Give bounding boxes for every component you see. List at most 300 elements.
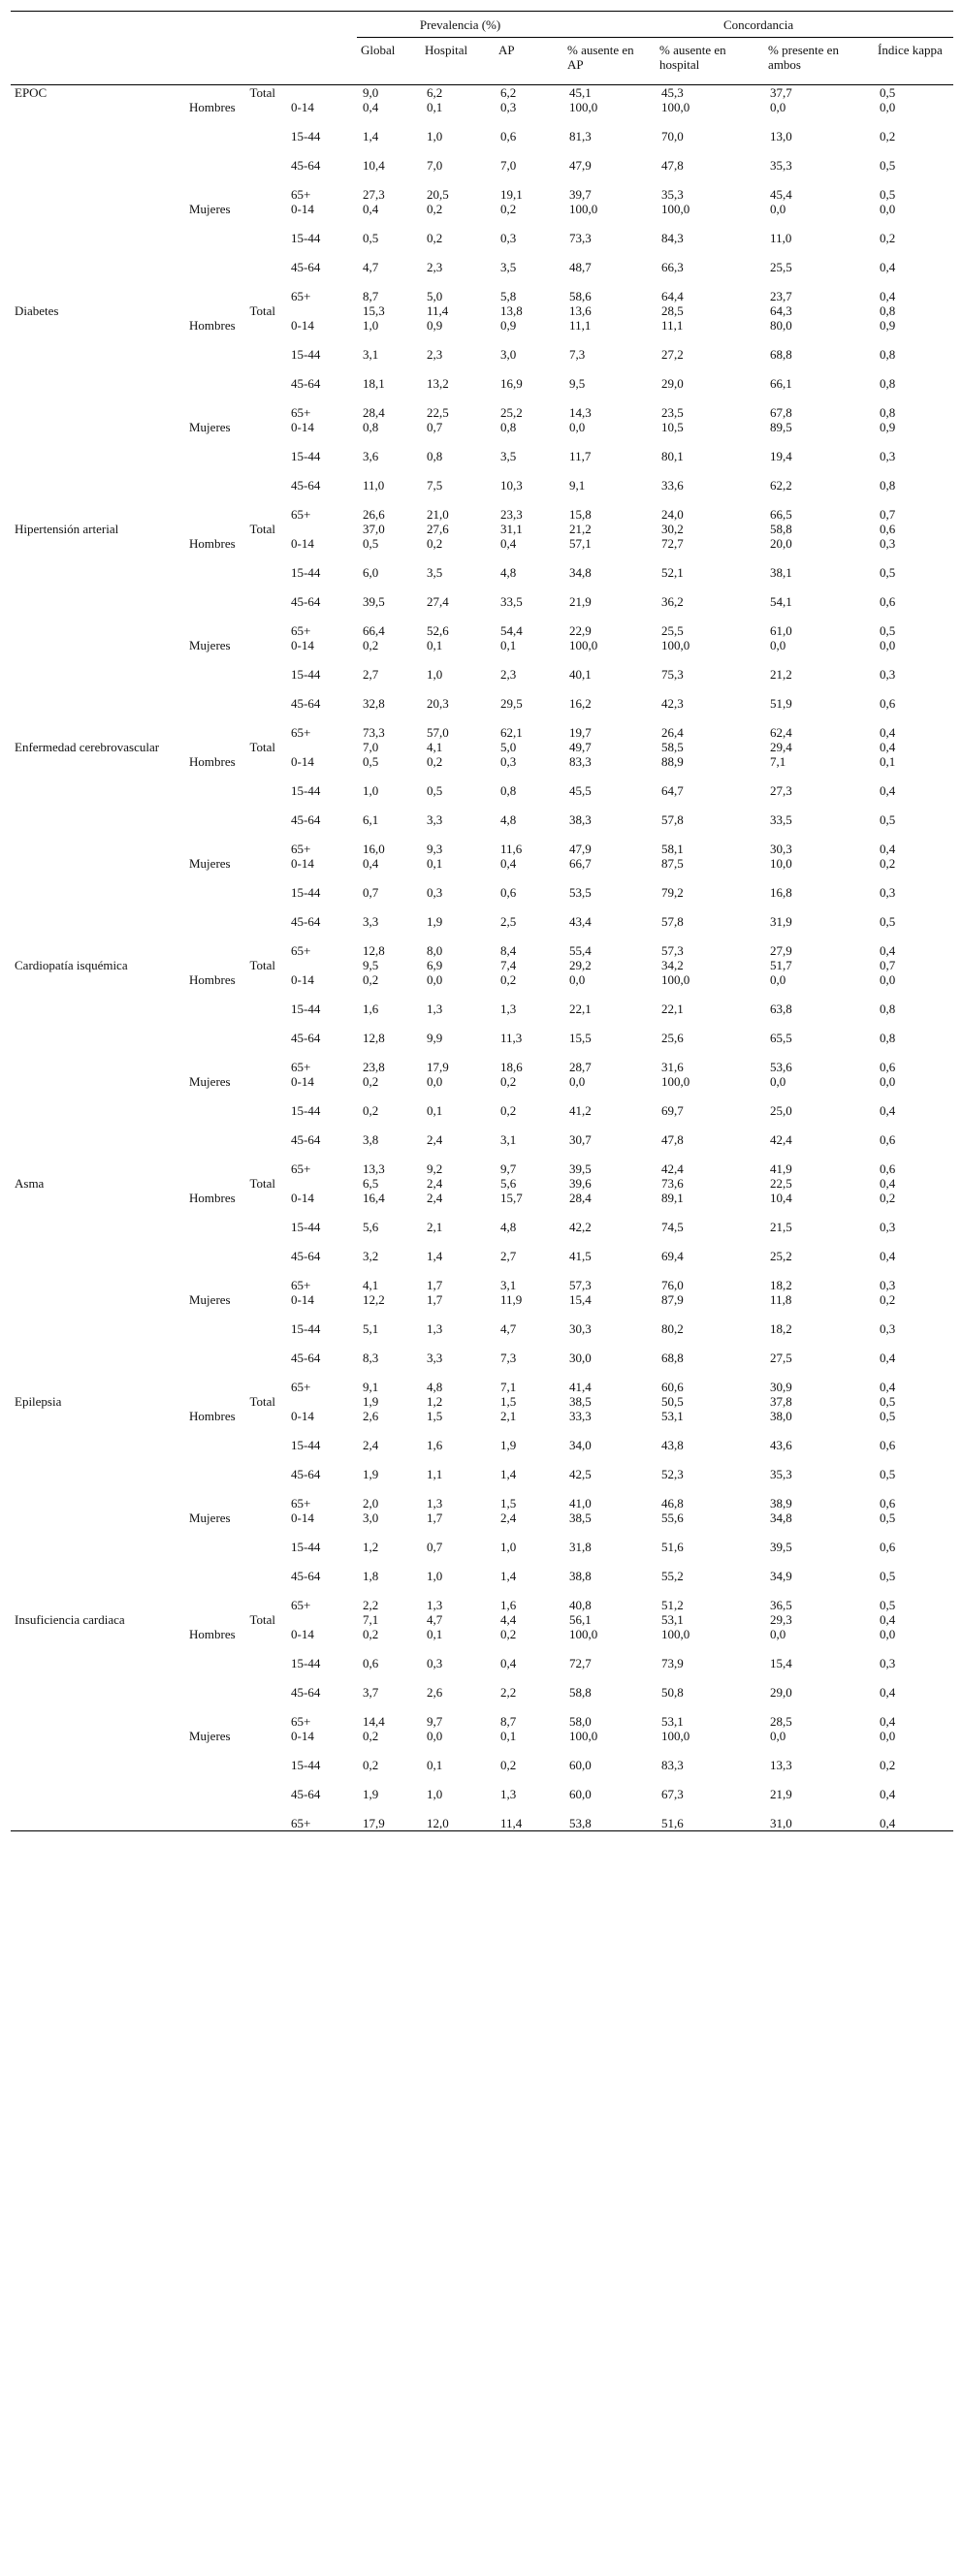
value-cell: 20,0 (770, 536, 792, 551)
age-group: 45-64 (291, 1351, 321, 1365)
value-cell: 43,6 (770, 1438, 792, 1452)
value-cell: 23,7 (770, 289, 792, 303)
sex-label: Mujeres (189, 1729, 231, 1743)
value-cell: 7,1 (770, 754, 786, 769)
value-cell: 52,3 (661, 1467, 684, 1481)
value-cell: 0,9 (880, 318, 896, 333)
value-cell: 30,3 (770, 842, 792, 856)
value-cell: 54,1 (770, 594, 792, 609)
age-group: 0-14 (291, 318, 314, 333)
value-cell: 33,5 (500, 594, 523, 609)
value-cell: 0,0 (770, 1729, 786, 1743)
value-cell: 1,2 (427, 1394, 443, 1409)
value-cell: 0,2 (427, 754, 443, 769)
value-cell: 23,3 (500, 507, 523, 522)
value-cell: 0,6 (880, 1161, 896, 1176)
value-cell: 3,6 (363, 449, 379, 463)
value-cell: 0,2 (427, 536, 443, 551)
value-cell: 36,5 (770, 1598, 792, 1612)
value-cell: 0,0 (569, 972, 586, 987)
value-cell: 9,3 (427, 842, 443, 856)
value-cell: 3,5 (500, 260, 517, 274)
value-cell: 56,1 (569, 1612, 592, 1627)
value-cell: 35,3 (770, 1467, 792, 1481)
value-cell: 0,8 (500, 420, 517, 434)
value-cell: 15,7 (500, 1191, 523, 1205)
age-group: 45-64 (291, 478, 321, 493)
value-cell: 80,1 (661, 449, 684, 463)
value-cell: 25,5 (770, 260, 792, 274)
value-cell: 1,2 (363, 1540, 379, 1554)
value-cell: 47,8 (661, 1132, 684, 1147)
value-cell: 100,0 (569, 1729, 598, 1743)
value-cell: 29,0 (770, 1685, 792, 1700)
value-cell: 0,7 (427, 420, 443, 434)
value-cell: 68,8 (770, 347, 792, 362)
value-cell: 0,9 (427, 318, 443, 333)
age-group: 65+ (291, 725, 311, 740)
value-cell: 33,3 (569, 1409, 592, 1423)
value-cell: 0,3 (880, 667, 896, 682)
sex-label: Hombres (189, 972, 236, 987)
value-cell: 15,3 (363, 303, 385, 318)
age-blank (283, 85, 357, 101)
age-group: 15-44 (291, 231, 321, 245)
value-cell: 35,3 (661, 187, 684, 202)
age-group: 45-64 (291, 1569, 321, 1583)
value-cell: 58,8 (569, 1685, 592, 1700)
value-cell: 0,5 (880, 1467, 896, 1481)
value-cell: 0,6 (500, 129, 517, 143)
value-cell: 27,3 (363, 187, 385, 202)
value-cell: 0,8 (880, 478, 896, 493)
value-cell: 13,0 (770, 129, 792, 143)
age-group: 0-14 (291, 1511, 314, 1525)
value-cell: 83,3 (569, 754, 592, 769)
value-cell: 0,4 (880, 1685, 896, 1700)
value-cell: 0,0 (880, 100, 896, 114)
value-cell: 1,7 (427, 1511, 443, 1525)
value-cell: 58,5 (661, 740, 684, 754)
value-cell: 13,2 (427, 376, 449, 391)
value-cell: 0,0 (427, 972, 443, 987)
value-cell: 69,7 (661, 1103, 684, 1118)
value-cell: 4,7 (427, 1612, 443, 1627)
age-group: 45-64 (291, 260, 321, 274)
value-cell: 39,7 (569, 187, 592, 202)
value-cell: 1,6 (363, 1002, 379, 1016)
value-cell: 34,2 (661, 958, 684, 972)
value-cell: 0,1 (427, 856, 443, 871)
value-cell: 8,0 (427, 943, 443, 958)
value-cell: 51,6 (661, 1540, 684, 1554)
value-cell: 0,2 (363, 638, 379, 652)
value-cell: 19,1 (500, 187, 523, 202)
table-row-total (11, 1612, 953, 1627)
value-cell: 87,5 (661, 856, 684, 871)
value-cell: 0,4 (880, 1103, 896, 1118)
value-cell: 17,9 (363, 1816, 385, 1830)
age-group: 0-14 (291, 638, 314, 652)
value-cell: 0,0 (880, 972, 896, 987)
value-cell: 2,4 (427, 1176, 443, 1191)
value-cell: 66,5 (770, 507, 792, 522)
value-cell: 54,4 (500, 623, 523, 638)
value-cell: 11,4 (427, 303, 449, 318)
value-cell: 74,5 (661, 1220, 684, 1234)
value-cell: 1,7 (427, 1278, 443, 1292)
sex-label: Hombres (189, 1191, 236, 1205)
value-cell: 1,3 (427, 1496, 443, 1511)
age-group: 65+ (291, 1161, 311, 1176)
value-cell: 0,0 (427, 1729, 443, 1743)
value-cell: 0,6 (363, 1656, 379, 1670)
value-cell: 0,2 (500, 1627, 517, 1641)
value-cell: 0,0 (880, 1729, 896, 1743)
value-cell: 7,0 (363, 740, 379, 754)
value-cell: 48,7 (569, 260, 592, 274)
value-cell: 1,5 (500, 1496, 517, 1511)
value-cell: 1,6 (427, 1438, 443, 1452)
value-cell: 38,1 (770, 565, 792, 580)
col-indice-kappa: Índice kappa (874, 38, 953, 85)
value-cell: 50,8 (661, 1685, 684, 1700)
value-cell: 4,1 (427, 740, 443, 754)
value-cell: 26,6 (363, 507, 385, 522)
age-group: 15-44 (291, 885, 321, 900)
age-group: 0-14 (291, 1074, 314, 1089)
value-cell: 10,5 (661, 420, 684, 434)
age-group: 45-64 (291, 1467, 321, 1481)
value-cell: 3,0 (500, 347, 517, 362)
value-cell: 100,0 (661, 1627, 690, 1641)
value-cell: 0,4 (880, 1816, 896, 1830)
value-cell: 5,1 (363, 1321, 379, 1336)
value-cell: 7,1 (363, 1612, 379, 1627)
value-cell: 69,4 (661, 1249, 684, 1263)
value-cell: 6,5 (363, 1176, 379, 1191)
age-group: 65+ (291, 623, 311, 638)
age-blank (283, 740, 357, 754)
value-cell: 73,3 (363, 725, 385, 740)
value-cell: 1,0 (427, 667, 443, 682)
value-cell: 0,8 (427, 449, 443, 463)
value-cell: 30,9 (770, 1380, 792, 1394)
value-cell: 39,6 (569, 1176, 592, 1191)
age-group: 65+ (291, 1278, 311, 1292)
age-group: 45-64 (291, 594, 321, 609)
value-cell: 0,7 (427, 1540, 443, 1554)
value-cell: 49,7 (569, 740, 592, 754)
value-cell: 18,2 (770, 1321, 792, 1336)
value-cell: 38,5 (569, 1511, 592, 1525)
value-cell: 29,2 (569, 958, 592, 972)
value-cell: 37,8 (770, 1394, 792, 1409)
value-cell: 0,3 (880, 536, 896, 551)
value-cell: 4,1 (363, 1278, 379, 1292)
value-cell: 41,2 (569, 1103, 592, 1118)
value-cell: 52,6 (427, 623, 449, 638)
value-cell: 0,9 (500, 318, 517, 333)
sex-label: Mujeres (189, 1292, 231, 1307)
value-cell: 0,4 (880, 943, 896, 958)
value-cell: 38,3 (569, 812, 592, 827)
value-cell: 1,9 (363, 1467, 379, 1481)
value-cell: 47,8 (661, 158, 684, 173)
value-cell: 73,9 (661, 1656, 684, 1670)
age-group: 0-14 (291, 1729, 314, 1743)
value-cell: 0,5 (880, 1569, 896, 1583)
value-cell: 30,2 (661, 522, 684, 536)
header-blank (11, 12, 357, 38)
value-cell: 15,4 (569, 1292, 592, 1307)
value-cell: 0,1 (427, 1103, 443, 1118)
age-group: 65+ (291, 405, 311, 420)
value-cell: 0,0 (770, 638, 786, 652)
value-cell: 68,8 (661, 1351, 684, 1365)
value-cell: 45,3 (661, 85, 684, 100)
value-cell: 1,9 (427, 914, 443, 929)
value-cell: 3,3 (427, 812, 443, 827)
value-cell: 53,1 (661, 1612, 684, 1627)
value-cell: 60,0 (569, 1758, 592, 1772)
age-group: 0-14 (291, 754, 314, 769)
value-cell: 1,0 (427, 1569, 443, 1583)
value-cell: 3,5 (427, 565, 443, 580)
value-cell: 0,4 (880, 1351, 896, 1365)
value-cell: 22,9 (569, 623, 592, 638)
value-cell: 11,3 (500, 1031, 523, 1045)
value-cell: 1,4 (427, 1249, 443, 1263)
value-cell: 1,0 (427, 129, 443, 143)
age-group: 0-14 (291, 1409, 314, 1423)
value-cell: 51,9 (770, 696, 792, 711)
value-cell: 0,7 (363, 885, 379, 900)
value-cell: 7,3 (500, 1351, 517, 1365)
value-cell: 0,5 (427, 783, 443, 798)
header-blank-2 (11, 38, 357, 85)
value-cell: 1,6 (500, 1598, 517, 1612)
value-cell: 8,7 (500, 1714, 517, 1729)
value-cell: 6,2 (427, 85, 443, 100)
value-cell: 88,9 (661, 754, 684, 769)
value-cell: 0,4 (363, 100, 379, 114)
value-cell: 30,7 (569, 1132, 592, 1147)
value-cell: 0,2 (880, 1292, 896, 1307)
value-cell: 1,0 (363, 783, 379, 798)
value-cell: 0,5 (363, 754, 379, 769)
value-cell: 39,5 (569, 1161, 592, 1176)
value-cell: 0,0 (569, 1074, 586, 1089)
age-group: 0-14 (291, 1191, 314, 1205)
value-cell: 2,3 (427, 260, 443, 274)
value-cell: 0,4 (363, 856, 379, 871)
value-cell: 14,4 (363, 1714, 385, 1729)
value-cell: 0,2 (500, 1103, 517, 1118)
value-cell: 0,4 (880, 783, 896, 798)
value-cell: 0,8 (880, 405, 896, 420)
value-cell: 0,5 (880, 812, 896, 827)
value-cell: 1,7 (427, 1292, 443, 1307)
value-cell: 0,7 (880, 507, 896, 522)
age-group: 65+ (291, 1714, 311, 1729)
value-cell: 0,3 (427, 885, 443, 900)
value-cell: 22,1 (661, 1002, 684, 1016)
value-cell: 0,0 (880, 638, 896, 652)
total-label: Total (249, 522, 275, 536)
value-cell: 15,4 (770, 1656, 792, 1670)
value-cell: 55,4 (569, 943, 592, 958)
value-cell: 55,2 (661, 1569, 684, 1583)
value-cell: 0,3 (880, 1278, 896, 1292)
table-row-total (11, 303, 953, 318)
age-blank (283, 958, 357, 972)
value-cell: 2,3 (500, 667, 517, 682)
value-cell: 21,9 (770, 1787, 792, 1801)
value-cell: 60,6 (661, 1380, 684, 1394)
age-blank (283, 303, 357, 318)
value-cell: 0,3 (427, 1656, 443, 1670)
value-cell: 20,3 (427, 696, 449, 711)
value-cell: 0,2 (363, 1627, 379, 1641)
value-cell: 0,1 (427, 1758, 443, 1772)
value-cell: 0,0 (880, 202, 896, 216)
age-group: 15-44 (291, 1220, 321, 1234)
value-cell: 0,5 (363, 536, 379, 551)
value-cell: 0,9 (880, 420, 896, 434)
value-cell: 76,0 (661, 1278, 684, 1292)
table-header (11, 12, 953, 85)
value-cell: 100,0 (569, 1627, 598, 1641)
value-cell: 8,4 (500, 943, 517, 958)
age-group: 15-44 (291, 347, 321, 362)
value-cell: 1,3 (427, 1598, 443, 1612)
value-cell: 11,0 (363, 478, 385, 493)
value-cell: 2,7 (363, 667, 379, 682)
total-label: Total (249, 1612, 275, 1627)
value-cell: 1,5 (427, 1409, 443, 1423)
value-cell: 0,0 (880, 1627, 896, 1641)
value-cell: 22,5 (427, 405, 449, 420)
value-cell: 9,5 (569, 376, 586, 391)
header-prevalencia: Prevalencia (%) (357, 12, 563, 38)
value-cell: 11,6 (500, 842, 523, 856)
value-cell: 41,4 (569, 1380, 592, 1394)
age-group: 65+ (291, 943, 311, 958)
value-cell: 0,8 (363, 420, 379, 434)
value-cell: 62,4 (770, 725, 792, 740)
value-cell: 57,1 (569, 536, 592, 551)
value-cell: 27,5 (770, 1351, 792, 1365)
value-cell: 6,1 (363, 812, 379, 827)
sex-label: Hombres (189, 318, 236, 333)
value-cell: 0,2 (880, 129, 896, 143)
value-cell: 0,3 (880, 885, 896, 900)
age-group: 0-14 (291, 1627, 314, 1641)
value-cell: 0,5 (880, 1511, 896, 1525)
age-group: 65+ (291, 1598, 311, 1612)
sex-label: Hombres (189, 1627, 236, 1641)
value-cell: 0,1 (500, 638, 517, 652)
value-cell: 7,0 (500, 158, 517, 173)
value-cell: 0,7 (880, 958, 896, 972)
age-group: 45-64 (291, 1031, 321, 1045)
age-group: 0-14 (291, 856, 314, 871)
sex-label: Mujeres (189, 202, 231, 216)
value-cell: 37,7 (770, 85, 792, 100)
value-cell: 0,2 (427, 202, 443, 216)
value-cell: 2,4 (427, 1191, 443, 1205)
value-cell: 0,4 (500, 1656, 517, 1670)
value-cell: 84,3 (661, 231, 684, 245)
table-body (11, 85, 953, 1831)
value-cell: 0,2 (363, 1758, 379, 1772)
value-cell: 4,8 (500, 1220, 517, 1234)
value-cell: 28,5 (661, 303, 684, 318)
age-group: 15-44 (291, 1103, 321, 1118)
value-cell: 34,9 (770, 1569, 792, 1583)
value-cell: 0,4 (500, 856, 517, 871)
value-cell: 2,1 (500, 1409, 517, 1423)
value-cell: 58,1 (661, 842, 684, 856)
age-group: 45-64 (291, 1132, 321, 1147)
value-cell: 15,5 (569, 1031, 592, 1045)
total-label: Total (249, 85, 275, 100)
age-group: 45-64 (291, 914, 321, 929)
value-cell: 0,4 (880, 1612, 896, 1627)
age-group: 15-44 (291, 783, 321, 798)
value-cell: 16,0 (363, 842, 385, 856)
value-cell: 38,8 (569, 1569, 592, 1583)
value-cell: 0,5 (880, 1394, 896, 1409)
col-ap: AP (495, 38, 563, 85)
value-cell: 11,4 (500, 1816, 523, 1830)
value-cell: 7,0 (427, 158, 443, 173)
age-group: 15-44 (291, 667, 321, 682)
value-cell: 57,3 (661, 943, 684, 958)
sex-label: Mujeres (189, 856, 231, 871)
value-cell: 13,3 (770, 1758, 792, 1772)
value-cell: 57,8 (661, 812, 684, 827)
value-cell: 58,0 (569, 1714, 592, 1729)
age-group: 65+ (291, 507, 311, 522)
value-cell: 38,5 (569, 1394, 592, 1409)
table-row-total (11, 958, 953, 972)
value-cell: 4,8 (500, 812, 517, 827)
value-cell: 58,6 (569, 289, 592, 303)
value-cell: 62,2 (770, 478, 792, 493)
value-cell: 0,3 (880, 449, 896, 463)
value-cell: 1,3 (500, 1787, 517, 1801)
value-cell: 23,5 (661, 405, 684, 420)
value-cell: 53,1 (661, 1409, 684, 1423)
value-cell: 0,5 (880, 158, 896, 173)
value-cell: 2,7 (500, 1249, 517, 1263)
col-ausente-ap: % ausente en AP (563, 38, 656, 85)
value-cell: 6,2 (500, 85, 517, 100)
value-cell: 9,5 (363, 958, 379, 972)
value-cell: 9,0 (363, 85, 379, 100)
value-cell: 89,1 (661, 1191, 684, 1205)
value-cell: 22,5 (770, 1176, 792, 1191)
value-cell: 3,5 (500, 449, 517, 463)
value-cell: 2,4 (363, 1438, 379, 1452)
value-cell: 21,9 (569, 594, 592, 609)
value-cell: 7,1 (500, 1380, 517, 1394)
value-cell: 2,2 (363, 1598, 379, 1612)
value-cell: 25,5 (661, 623, 684, 638)
age-blank (283, 1176, 357, 1191)
